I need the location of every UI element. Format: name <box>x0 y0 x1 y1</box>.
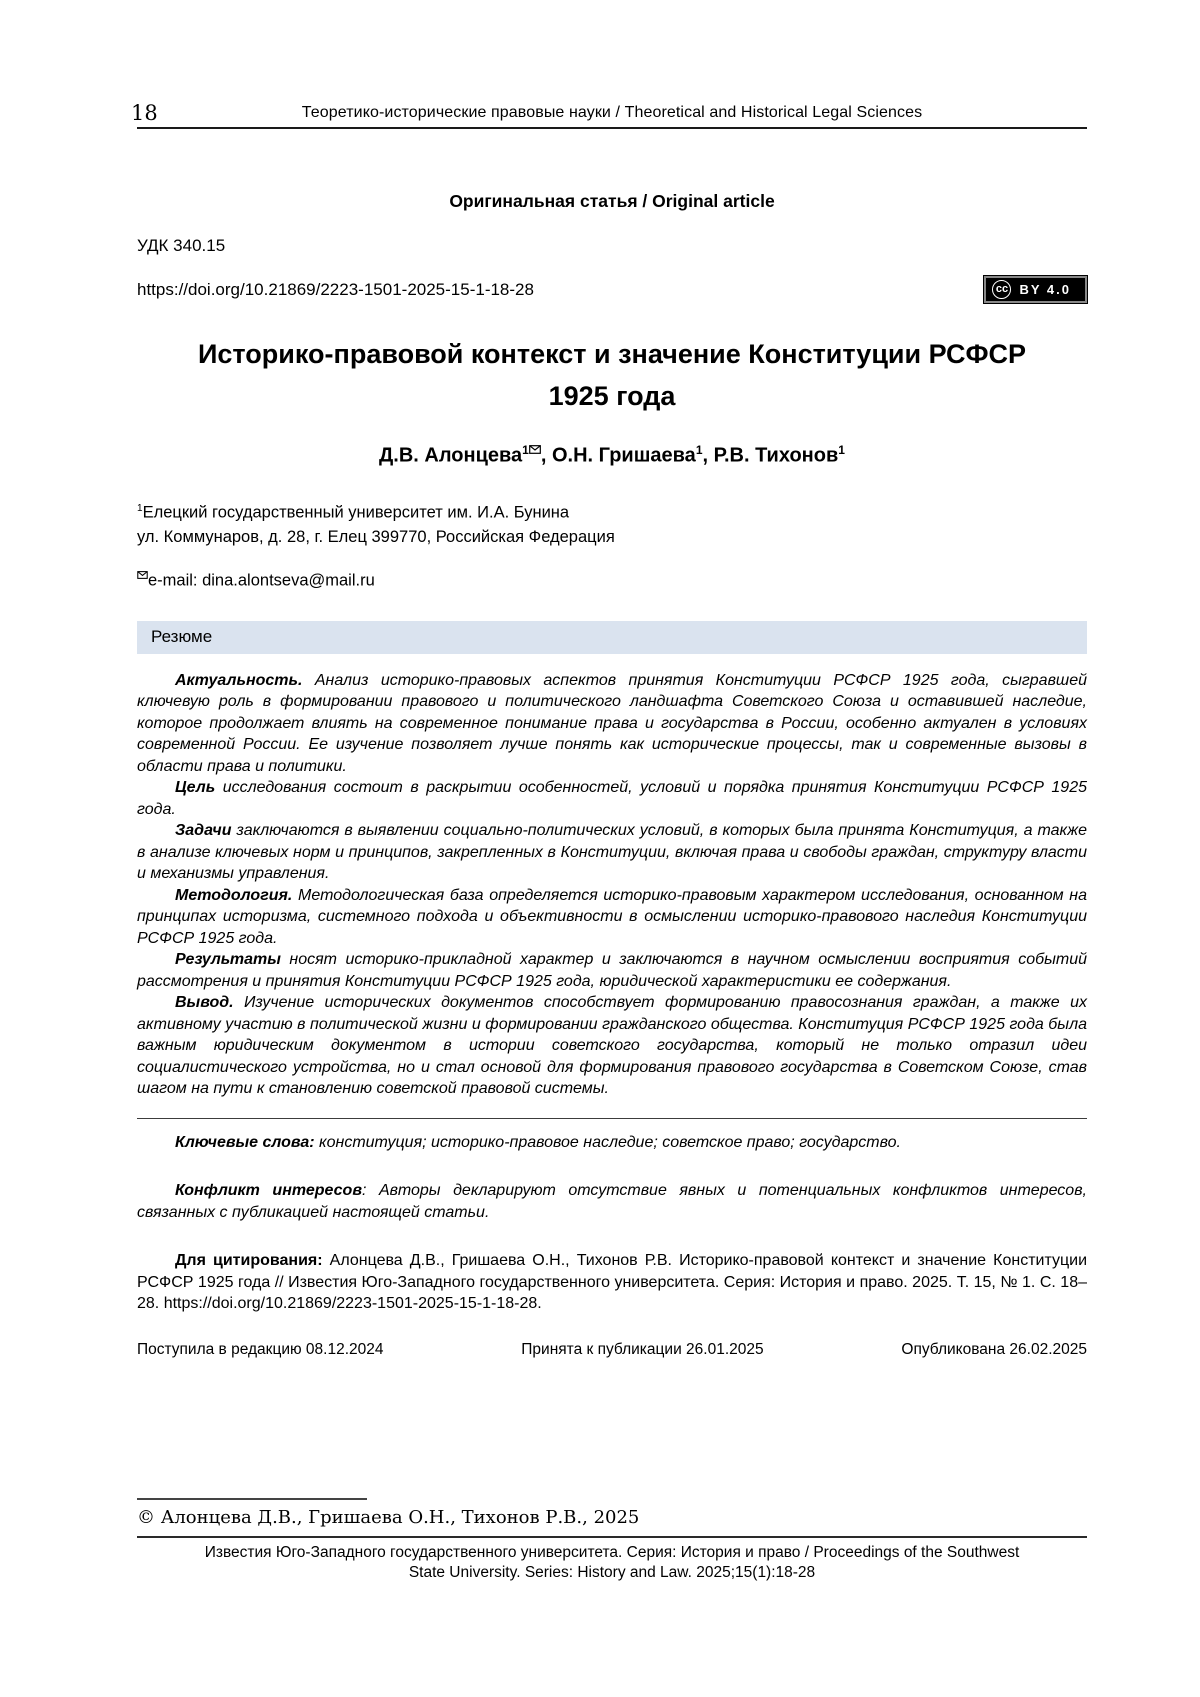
abstract-paragraph-results: Результаты носят историко-прикладной характер и заключаются в научном осмыслении восприятия событий рассмотрения и принятия Конституции РСФСР 1925 года, юридической характеристики ее содержания. <box>137 951 1087 990</box>
abstract-paragraph-methodology: Методология. Методологическая база определяется историко-правовым характером исследования, основанном на принципах историзма, системного подхода и объективности в осмыслении историко-правового наследия Конституции РСФСР 1925 года. <box>137 886 1087 947</box>
abstract-paragraph-tasks: Задачи заключаются в выявлении социально-политических условий, в которых была принята Конституция, а также в анализе ключевых норм и принципов, закрепленных в Конституции, включая права и свободы граждан, структуру власти и механизмы управления. <box>137 822 1087 883</box>
footnote-rule <box>137 1498 367 1500</box>
author-2: , О.Н. Гришаева <box>540 444 696 467</box>
keywords-separator-line <box>137 1118 1087 1119</box>
authors-line <box>137 443 1087 468</box>
abstract-paragraph-conclusion: Вывод. Изучение исторических документов способствует формированию правосознания граждан, а также их активному участию в политической жизни и формировании гражданского общества. Конституция РСФСР 1925 года была важным юридическим документом в истории советского государства, который не только отразил идеи социалистического устройства, но и стал основой для формирования правового государства в Советском Союзе, став шагом на пути к становлению советской правовой системы. <box>137 994 1087 1098</box>
journal-footer <box>137 1543 1087 1583</box>
author-3: , Р.В. Тихонов <box>702 444 839 467</box>
abstract-heading: Резюме <box>137 621 1087 654</box>
running-head-text: Теоретико-исторические правовые науки / Theoretical and Historical Legal Sciences <box>301 104 923 121</box>
author-2-affiliation-mark: 1 <box>695 443 703 457</box>
email-line <box>137 567 1087 591</box>
author-1: Д.В. Алонцева <box>379 444 523 467</box>
abstract-paragraph-relevance: Актуальность. Анализ историко-правовых аспектов принятия Конституции РСФСР 1925 года, сыгравшей ключевую роль в формировании правового и политического ландшафта Советского Союза и оставившей наследие, которое продолжает влиять на современное понимание права и государства в России, особенно актуален в условиях современной России. Ее изучение позволяет лучше понять как исторические процессы, так и современные вызовы в области права и политики. <box>137 671 1087 775</box>
keywords-line: Ключевые слова: конституция; историко-правовое наследие; советское право; государство. <box>175 1133 901 1151</box>
footer-rule <box>137 1536 1087 1538</box>
affiliation-block <box>137 496 1087 551</box>
running-header <box>131 101 1087 129</box>
doi-link[interactable]: https://doi.org/10.21869/2223-1501-2025-15-1-18-28 <box>137 279 534 299</box>
affiliation-line2: ул. Коммунаров, д. 28, г. Елец 399770, Российская Федерация <box>137 528 615 547</box>
author-1-affiliation-mark: 1 <box>522 443 529 457</box>
journal-footer-line1: Известия Юго-Западного государственного университета. Серия: История и право / Proceedings of the Southwest <box>204 1544 1020 1561</box>
conflict-of-interest: Конфликт интересов: Авторы декларируют отсутствие явных и потенциальных конфликтов интересов, связанных с публикацией настоящей статьи. <box>137 1182 1087 1221</box>
affiliation-mark: 1 <box>137 502 143 514</box>
date-accepted: Принята к публикации 26.01.2025 <box>521 1340 764 1358</box>
page-number: 18 <box>131 101 158 125</box>
article-title-line1: Историко-правовой контекст и значение Конституции РСФСР <box>198 339 1026 369</box>
doi-row <box>137 276 1087 303</box>
cc-license-badge[interactable] <box>984 276 1087 303</box>
citation-block: Для цитирования: Алонцева Д.В., Гришаева О.Н., Тихонов Р.В. Историко-правовой контекст и значение Конституции РСФСР 1925 года // Известия Юго-Западного государственного университета. Серия: История и право. 2025. Т. 15, № 1. С. 18–28. https://doi.org/10.21869/2223-1501-2025-15-1-18-28. <box>137 1252 1088 1313</box>
date-received: Поступила в редакцию 08.12.2024 <box>137 1340 384 1358</box>
copyright-line: © Алонцева Д.В., Гришаева О.Н., Тихонов Р.В., 2025 <box>137 1507 640 1528</box>
article-title-line2: 1925 года <box>548 381 676 411</box>
udc-code: УДК 340.15 <box>137 236 226 255</box>
page-footer-area <box>137 1498 1087 1583</box>
corresponding-author-envelope-icon <box>529 443 541 457</box>
envelope-icon <box>137 567 148 582</box>
article-title <box>137 333 1087 417</box>
article-type-label: Оригинальная статья / Original article <box>449 191 775 211</box>
cc-icon: cc <box>992 280 1011 299</box>
abstract-paragraph-goal: Цель исследования состоит в раскрытии особенностей, условий и порядка принятия Конституции РСФСР 1925 года. <box>137 779 1087 818</box>
email-link[interactable]: e-mail: dina.alontseva@mail.ru <box>148 571 375 590</box>
abstract-body <box>137 670 1087 1100</box>
journal-footer-line2: State University. Series: History and Law. 2025;15(1):18-28 <box>408 1564 816 1581</box>
author-3-affiliation-mark: 1 <box>838 443 845 457</box>
cc-license-label: BY 4.0 <box>1019 282 1071 297</box>
affiliation-line1: $^1$Елецкий государственный университет им. И.А. Бунина <box>137 502 570 522</box>
article-dates-row <box>137 1341 1087 1359</box>
date-published: Опубликована 26.02.2025 <box>901 1340 1087 1358</box>
